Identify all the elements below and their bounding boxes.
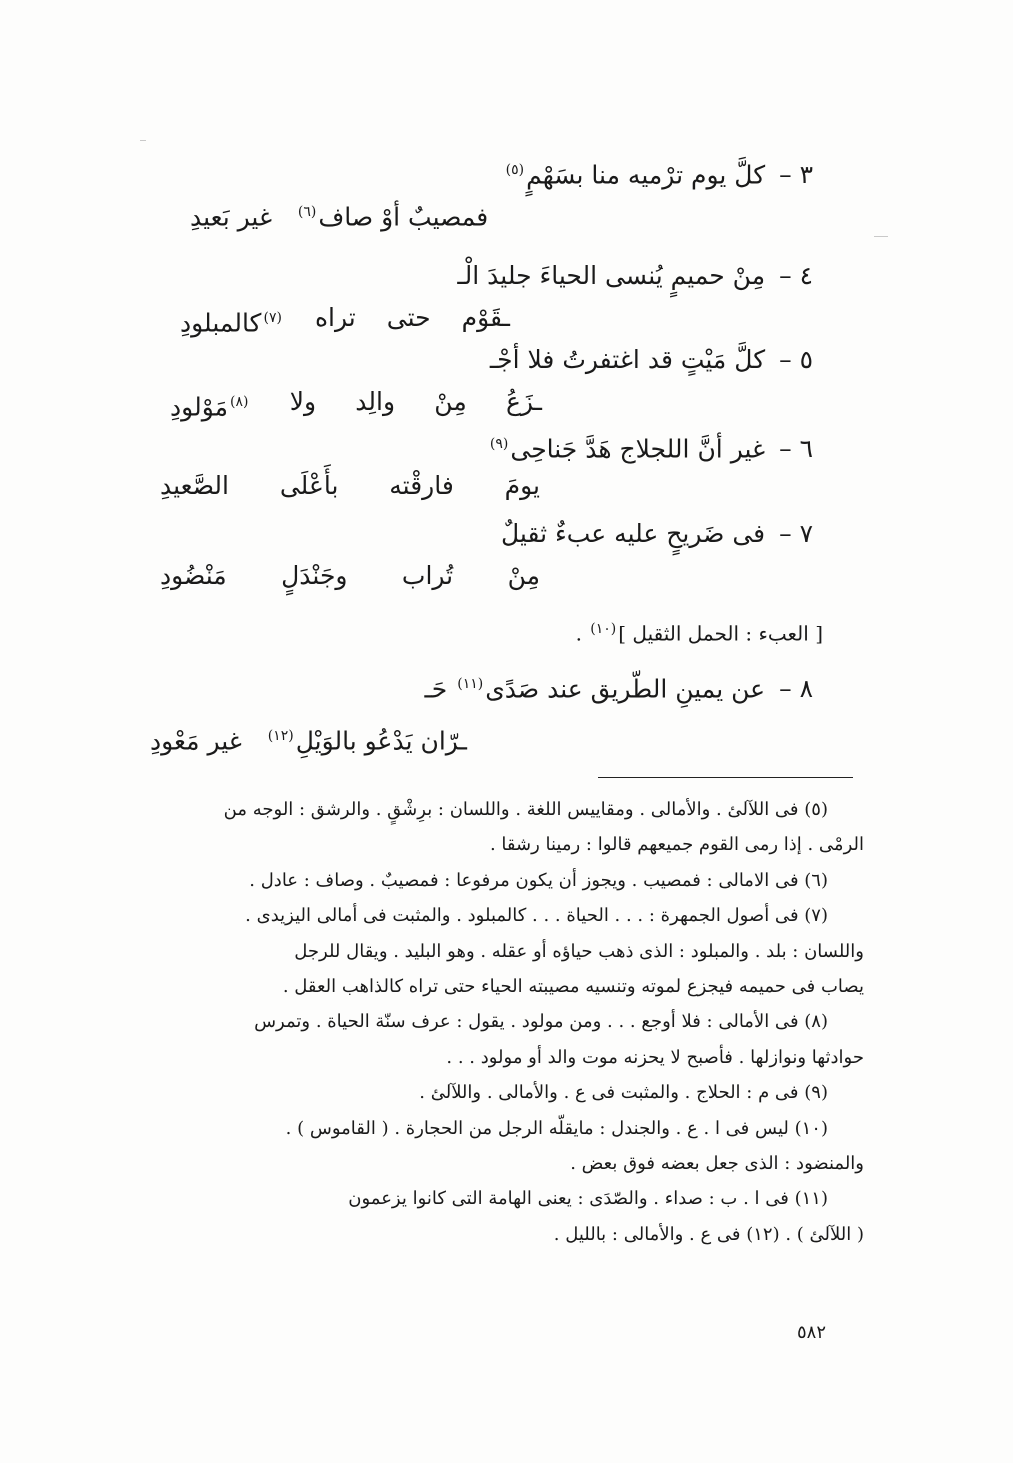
verse-6-first-hemistich: [488, 424, 813, 469]
verse-text: عن يمينِ الطّريق عند صَدًى: [485, 674, 766, 704]
verse-text: كلَّ مَيْتٍ قد اغتفرتُ فلا أجْـ: [489, 345, 766, 374]
verse-3-second-hemistich: [190, 192, 488, 237]
verse-number: ٣ –: [779, 160, 813, 190]
verse-5-first-hemistich: [490, 340, 813, 380]
footnote-ref: (٩): [489, 436, 509, 452]
verse-8-second-hemistich: [150, 716, 467, 761]
verse-6-second-hemistich: [160, 466, 540, 506]
footnote: (٦) فى الامالى : فمصيب . ويجوز أن يكون مرفوعا : فمصيبٌ . وصاف : عادل .: [249, 869, 828, 891]
scan-mark: [140, 140, 146, 141]
verse-7-second-hemistich: [160, 556, 540, 596]
gloss-note: [ العبء : الحمل الثقيل ]$^{(١٠)}$ .: [575, 621, 823, 646]
verse-word: يومَ: [504, 471, 540, 500]
verse-4-first-hemistich: [457, 256, 813, 296]
verse-text: غير مَعْودِ: [150, 726, 242, 756]
verse-text: حَـ: [424, 674, 448, 704]
verse-5-second-hemistich: [170, 382, 542, 427]
verse-word: مَنْضُودِ: [160, 561, 227, 590]
verse-word: والِد: [355, 387, 396, 416]
verse-text: مِنْ حميمٍ يُنسى الحياءَ جليدَ الْـ: [457, 261, 766, 290]
verse-number: ٦ –: [779, 434, 813, 464]
verse-word: وجَنْدَلٍ: [281, 561, 348, 590]
verse-word: بأَعْلَى: [279, 471, 339, 500]
verse-word: فارقْته: [389, 471, 454, 500]
verse-number: ٤ –: [779, 261, 813, 290]
page-number: ٥٨٢: [797, 1322, 827, 1343]
footnote-continuation: الرمْى . إذا رمى القوم جميعهم قالوا : رمينا رشقا .: [489, 834, 864, 856]
footnote-ref: (١١): [457, 676, 484, 692]
verse-7-first-hemistich: [501, 514, 813, 554]
footnote-continuation: والمنضود : الذى جعل بعضه فوق بعض .: [570, 1153, 864, 1175]
verse-4-second-hemistich: [180, 298, 510, 343]
verse-word: ولا: [289, 387, 317, 416]
verse-word: تُراب: [401, 561, 454, 590]
footnote: (٥) فى اللآلئ . والأمالى . ومقاييس اللغة . واللسان : برِشْقٍ . والرشق : الوجه من: [223, 799, 828, 820]
footnote: (٨) فى الأمالى : فلا أوجع . . . ومن مولود . يقول : عرف سنّة الحياة . وتمرس: [254, 1011, 828, 1033]
verse-text: غير بَعيدِ: [190, 202, 273, 232]
verse-text: غير أنَّ اللجلاج هَدَّ جَناحِى: [510, 434, 766, 464]
verse-number: ٧ –: [779, 519, 813, 548]
verse-word: تراه: [314, 303, 356, 332]
verse-text: كلَّ يوم ترْميه منا بسَهْمٍ: [526, 160, 766, 190]
verse-number: ٨ –: [779, 674, 813, 704]
scan-mark: [874, 236, 888, 237]
verse-8-first-hemistich: [424, 664, 813, 709]
footnote: (٧) فى أصول الجمهرة : . . . الحياة . . . كالمبلود . والمثبت فى أمالى اليزيدى .: [245, 905, 828, 927]
verse-text: ـرّان يَدْعُو بالوَيْلِ: [295, 726, 467, 756]
footnote-ref: (٧): [263, 310, 282, 326]
footnote: (١١) فى ا . ب : صداء . والصّدَى : يعنى الهامة التى كانوا يزعمون: [348, 1188, 828, 1210]
footnote-continuation: واللسان : بلد . والمبلود : الذى ذهب حياؤه أو عقله . وهو البليد . ويقال للرجل: [294, 940, 864, 962]
footnote-ref: (٥): [505, 162, 525, 178]
verse-word: $^{(٨)}$مَوْلودِ: [170, 392, 249, 422]
verse-word: مِنْ: [507, 561, 540, 590]
verse-number: ٥ –: [779, 345, 813, 374]
footnote-ref: (١٢): [267, 728, 294, 744]
footnote: (١٠) ليس فى ا . ع . والجندل : مايقلّه الرجل من الحجارة . ( القاموس ) .: [285, 1117, 828, 1139]
verse-word: ـزَعُ: [505, 387, 542, 416]
footnote-continuation: ( اللآلئ ) . (١٢) فى ع . والأمالى : بالليل .: [553, 1223, 864, 1245]
footnote-divider: [598, 777, 853, 778]
gloss-text: [ العبء : الحمل الثقيل ]: [618, 621, 823, 646]
verse-word: $^{(٧)}$كالمبلودِ: [180, 308, 282, 338]
footnote-continuation: يصاب فى حميمه فيجزع لموته وتنسيه مصيبته الحياء حتى تراه كالذاهب العقل .: [282, 976, 864, 998]
footnote-ref: (٦): [297, 204, 317, 220]
footnote-continuation: حوادثها ونوازلها . فأصبح لا يحزنه موت والد أو مولود . . .: [446, 1046, 864, 1068]
footnote-ref: (٨): [230, 394, 249, 410]
verse-text: فمصيبٌ أوْ صاف: [318, 202, 489, 232]
footnotes: [138, 792, 864, 1252]
verse-word: مِنْ: [434, 387, 467, 416]
verse-word: حتى: [386, 303, 431, 332]
footnote: (٩) فى م : الحلاج . والمثبت فى ع . والأمالى . واللآلئ .: [419, 1082, 828, 1104]
verse-3-first-hemistich: [504, 150, 813, 195]
verse-word: الصَّعيدِ: [160, 471, 229, 500]
verse-text: فى ضَريحٍ عليه عبءٌ ثقيلٌ: [500, 519, 766, 548]
verse-word: ـقَوْم: [461, 303, 510, 332]
footnote-ref: (١٠): [590, 621, 617, 637]
